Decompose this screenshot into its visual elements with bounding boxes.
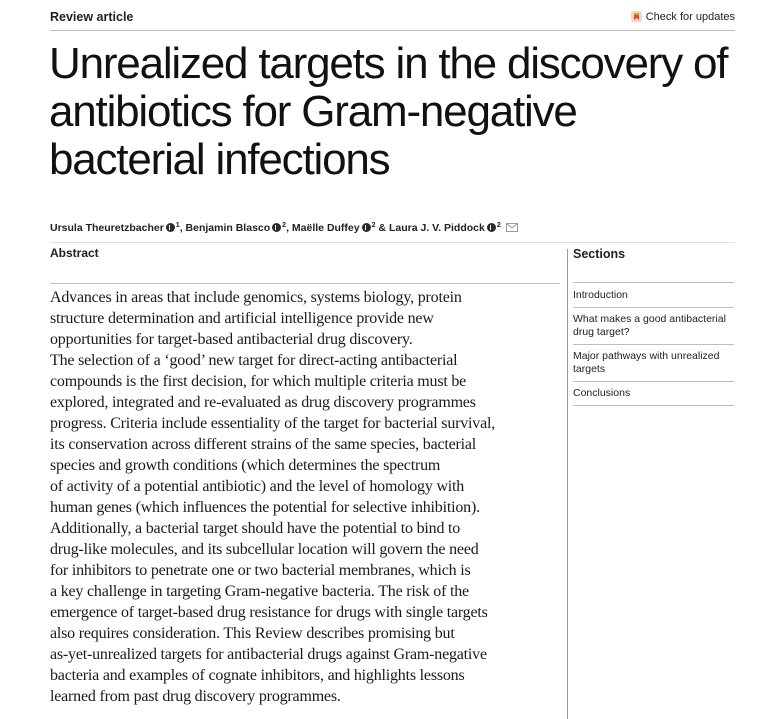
column-divider [567,249,568,719]
abstract-line: opportunities for target-based antibacterial drug discovery. [50,331,413,348]
check-for-updates-link[interactable] [630,10,735,23]
check-updates-label: Check for updates [645,10,735,23]
orcid-icon[interactable] [272,223,281,232]
orcid-icon[interactable] [362,223,371,232]
abstract-line: human genes (which influences the potential for selective inhibition). [50,499,480,516]
sections-heading: Sections [573,246,734,283]
orcid-icon[interactable] [166,223,175,232]
check-updates-icon [630,10,643,23]
abstract-line: species and growth conditions (which determines the spectrum [50,457,441,474]
abstract-line: The selection of a ‘good’ new target for direct-acting antibacterial [50,352,458,369]
section-link-conclusions[interactable]: Conclusions [573,382,734,406]
abstract-heading: Abstract [50,246,99,260]
section-link-introduction[interactable]: Introduction [573,283,734,308]
abstract-line: structure determination and artificial intelligence provide new [50,310,434,327]
article-title: Unrealized targets in the discovery of antibiotics for Gram-negative bacterial infections [49,39,728,184]
abstract-line: learned from past drug discovery programmes. [50,688,341,705]
section-link-major-pathways[interactable]: Major pathways with unrealized targets [573,345,734,382]
abstract-line: Additionally, a bacterial target should have the potential to bind to [50,520,461,537]
section-link-good-target[interactable]: What makes a good antibacterial drug target? [573,308,734,345]
sections-sidebar [573,246,734,406]
affiliation-mark: 1 [175,222,180,229]
abstract-line: Advances in areas that include genomics, systems biology, protein [50,289,462,306]
abstract-line: a key challenge in targeting Gram-negative bacteria. The risk of the [50,583,469,600]
top-bar [50,9,735,31]
author-separator: , [286,222,292,234]
abstract-line: progress. Criteria include essentiality of the target for bacterial survival, [50,415,496,432]
affiliation-mark: 2 [371,222,376,229]
abstract-line: compounds is the first decision, for which multiple criteria must be [50,373,467,390]
author-name[interactable]: Ursula Theuretzbacher [50,222,164,234]
header-divider [50,242,735,243]
abstract-line: drug-like molecules, and its subcellular location will govern the need [50,541,479,558]
abstract-line: of activity of a potential antibiotic) and the level of homology with [50,478,465,495]
author-separator: & [375,222,389,234]
author-name[interactable]: Laura J. V. Piddock [388,222,485,234]
article-type: Review article [50,10,134,24]
abstract-line: emergence of target-based drug resistance for drugs with single targets [50,604,488,621]
abstract-line: for inhibitors to penetrate one or two bacterial membranes, which is [50,562,471,579]
abstract-line: explored, integrated and re-evaluated as drug discovery programmes [50,394,476,411]
author-name[interactable]: Maëlle Duffey [291,222,360,234]
affiliation-mark: 2 [496,222,501,229]
abstract-line: also requires consideration. This Review describes promising but [50,625,455,642]
orcid-icon[interactable] [487,223,496,232]
author-separator: , [179,222,186,234]
abstract-line: bacteria and examples of cognate inhibitors, and highlights lessons [50,667,465,684]
email-icon[interactable] [506,223,518,232]
abstract-line: as-yet-unrealized targets for antibacterial drugs against Gram-negative [50,646,487,663]
author-list [50,222,740,234]
affiliation-mark: 2 [282,222,287,229]
author-name[interactable]: Benjamin Blasco [185,222,271,234]
abstract-divider [50,283,560,284]
abstract-line: its conservation across different strains of the same species, bacterial [50,436,477,453]
abstract-text [50,287,565,707]
